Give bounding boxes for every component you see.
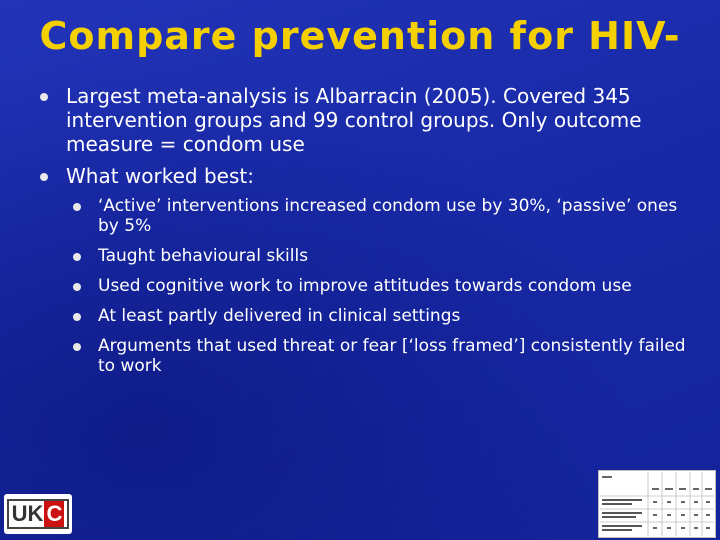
ukc-logo <box>4 494 72 534</box>
bullet-item <box>40 84 700 156</box>
sub-bullet-text: Arguments that used threat or fear [‘loss framed’] consistently failed to work <box>98 336 686 376</box>
sub-bullet-text: At least partly delivered in clinical settings <box>98 306 461 326</box>
sub-bullet-text: Taught behavioural skills <box>98 246 309 266</box>
logo-text-uk: UK <box>11 501 44 526</box>
sub-bullet-item <box>40 306 700 326</box>
sub-bullet-text: ‘Active’ interventions increased condom use by 30%, ‘passive’ ones by 5% <box>98 196 678 236</box>
bullet-dot-icon <box>73 313 81 321</box>
bullet-item <box>40 164 700 188</box>
sub-bullet-item <box>40 196 700 236</box>
bullet-dot-icon <box>73 203 81 211</box>
sub-bullet-item <box>40 246 700 266</box>
bullet-dot-icon <box>73 343 81 351</box>
table-thumbnail-image <box>598 470 716 538</box>
bullet-dot-icon <box>73 253 81 261</box>
sub-bullet-item <box>40 276 700 296</box>
bullet-text: Largest meta-analysis is Albarracin (2005). Covered 345 intervention groups and 99 control groups. Only outcome measure = condom use <box>66 84 642 156</box>
bullet-dot-icon <box>40 173 48 181</box>
bullet-dot-icon <box>73 283 81 291</box>
bullet-text: What worked best: <box>66 164 254 188</box>
bullet-list <box>40 84 700 386</box>
table-thumbnail-graphic <box>598 470 716 538</box>
logo-text-c: C <box>46 501 63 526</box>
bullet-dot-icon <box>40 93 48 101</box>
sub-bullet-text: Used cognitive work to improve attitudes towards condom use <box>98 276 632 296</box>
ukc-logo-mark <box>7 499 70 529</box>
slide-title: Compare prevention for HIV- <box>39 14 681 58</box>
sub-bullet-item <box>40 336 700 376</box>
